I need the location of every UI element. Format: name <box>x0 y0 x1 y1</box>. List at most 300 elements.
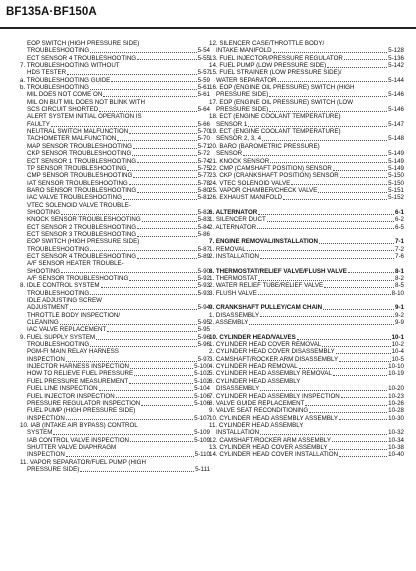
dot-leader <box>344 59 387 60</box>
toc-entry-page: 5-83 <box>197 216 210 224</box>
toc-entry-page: 5-104 <box>194 385 210 393</box>
toc-entry-title: 20. BARO (BAROMETRIC PRESSURE) <box>209 142 320 150</box>
header-rule <box>0 27 416 29</box>
toc-entry-title: NEUTRAL SWITCH MALFUNCTION <box>27 128 129 136</box>
dot-leader <box>248 126 387 127</box>
toc-entry-title: PRESSURE SIDE) <box>216 91 269 99</box>
dot-leader <box>336 353 391 354</box>
toc-entry-title: 2. ASSEMBLY <box>209 319 249 327</box>
dot-leader <box>132 155 196 156</box>
dot-leader <box>90 294 196 295</box>
dot-leader <box>96 339 196 340</box>
toc-entry[interactable] <box>209 363 404 370</box>
dot-leader <box>133 177 196 178</box>
toc-entry-page: 5-150 <box>388 172 404 180</box>
toc-entry-title: ECT SENSOR 1 TROUBLESHOOTING <box>27 157 137 165</box>
toc-entry[interactable] <box>209 378 404 385</box>
toc-entry-page: 5-72 <box>197 150 210 158</box>
toc-entry-page: 10-20 <box>388 385 404 393</box>
dot-leader <box>339 419 387 420</box>
dot-leader <box>260 390 387 391</box>
toc-entry[interactable] <box>20 319 210 326</box>
toc-entry-page: 8-2 <box>395 275 404 282</box>
toc-entry-page: 8-1 <box>395 267 404 275</box>
dot-leader <box>51 126 197 127</box>
toc-entry-title: TROUBLESHOOTING <box>27 47 90 55</box>
toc-section-entry[interactable] <box>209 268 404 275</box>
toc-entry-title: VTEC SOLENOID VALVE TROUBLE- <box>27 201 131 209</box>
dot-leader <box>123 199 197 200</box>
toc-section-entry[interactable] <box>209 238 404 245</box>
toc-entry-page: 5-86 <box>197 230 210 238</box>
toc-entry-title: ECT SENSOR 4 TROUBLESHOOTING <box>27 54 137 62</box>
toc-entry-page: 10-19 <box>388 370 404 378</box>
toc-entry[interactable] <box>209 429 404 436</box>
toc-entry[interactable] <box>20 238 210 245</box>
toc-entry[interactable] <box>209 437 404 444</box>
toc-entry-page: 10-1 <box>391 333 404 341</box>
toc-entry[interactable] <box>20 224 210 231</box>
toc-entry[interactable] <box>209 62 404 69</box>
toc-entry-title: CMP SENSOR TROUBLESHOOTING <box>27 172 133 180</box>
toc-entry-page: 10-30 <box>388 414 404 422</box>
dot-leader <box>322 346 390 347</box>
toc-entry[interactable] <box>20 282 210 289</box>
toc-entry[interactable] <box>209 341 404 348</box>
toc-entry-page: 5-61 <box>197 91 210 99</box>
toc-entry-title: ECT SENSOR 2 TROUBLESHOOTING <box>27 223 137 231</box>
toc-entry[interactable] <box>209 172 404 179</box>
dot-leader <box>141 405 193 406</box>
toc-entry-title: SENSOR <box>216 150 243 158</box>
toc-entry[interactable] <box>20 180 210 187</box>
toc-entry[interactable] <box>209 77 404 84</box>
toc-entry[interactable] <box>20 407 210 414</box>
toc-entry-title: INJECTOR HARNESS INSPECTION <box>27 363 129 371</box>
toc-entry[interactable] <box>209 150 404 157</box>
dot-leader <box>327 67 387 68</box>
toc-entry-title: ECT SENSOR 3 TROUBLESHOOTING <box>27 230 137 238</box>
toc-entry[interactable] <box>209 69 404 76</box>
dot-leader <box>267 221 394 222</box>
toc-entry-title: 6. CYLINDER HEAD ASSEMBLY <box>209 377 301 385</box>
toc-entry-title: IAT SENSOR TROUBLESHOOTING <box>27 179 128 187</box>
toc-entry[interactable] <box>20 135 210 142</box>
toc-entry[interactable] <box>20 304 210 311</box>
toc-entry[interactable] <box>209 275 404 282</box>
toc-entry[interactable] <box>20 437 210 444</box>
toc-entry[interactable] <box>20 47 210 54</box>
toc-entry-title: 7. ENGINE REMOVAL/INSTALLATION <box>209 238 318 246</box>
dot-leader <box>103 96 196 97</box>
dot-leader <box>258 280 394 281</box>
toc-entry[interactable] <box>20 216 210 223</box>
dot-leader <box>323 309 394 310</box>
toc-entry[interactable] <box>20 187 210 194</box>
toc-entry-page: 5-70 <box>197 128 210 136</box>
toc-entry[interactable] <box>209 84 404 91</box>
toc-entry-title: SENSOR 2, 3, 4 <box>216 135 262 143</box>
toc-entry[interactable] <box>20 40 210 47</box>
toc-entry-title: TACHOMETER MALFUNCTION <box>27 135 117 143</box>
toc-entry-page: 5-97 <box>197 355 210 363</box>
toc-entry-title: A/F SENSOR HEATER TROUBLE- <box>27 260 124 268</box>
toc-entry[interactable] <box>20 422 210 429</box>
toc-entry-title: IAC VALVE TROUBLESHOOTING <box>27 194 122 202</box>
dot-leader <box>299 368 388 369</box>
toc-entry[interactable] <box>20 393 210 400</box>
toc-entry[interactable] <box>209 121 404 128</box>
toc-entry-title: 16. EOP (ENGINE OIL PRESSURE) SWITCH (HIGH <box>209 84 355 92</box>
toc-entry[interactable] <box>209 407 404 414</box>
toc-entry-title: 7. TROUBLESHOOTING WITHOUT <box>20 62 120 70</box>
toc-entry-page: 5-87 <box>197 245 210 253</box>
dot-leader <box>348 272 394 273</box>
toc-entry-title: 1. THERMOSTAT <box>209 275 258 282</box>
toc-entry[interactable] <box>209 180 404 187</box>
toc-entry-page: 10-4 <box>391 348 404 356</box>
toc-entry[interactable] <box>20 246 210 253</box>
toc-entry-title: 15. FUEL STRAINER (LOW PRESSURE SIDE)/ <box>209 69 342 77</box>
toc-entry[interactable] <box>20 260 210 267</box>
toc-section-entry[interactable] <box>209 304 404 311</box>
toc-entry-title: HOW TO RELIEVE FUEL PRESSURE <box>27 370 134 378</box>
toc-entry[interactable] <box>209 99 404 106</box>
dot-leader <box>107 331 196 332</box>
toc-entry[interactable] <box>209 165 404 172</box>
dot-leader <box>130 441 193 442</box>
dot-leader <box>291 184 387 185</box>
dot-leader <box>339 361 390 362</box>
toc-entry-page: 9-2 <box>395 311 404 319</box>
toc-entry[interactable] <box>209 216 404 223</box>
toc-entry[interactable] <box>20 334 210 341</box>
dot-leader <box>340 177 387 178</box>
toc-entry-title: CLEANING <box>27 319 59 327</box>
dot-leader <box>67 74 197 75</box>
toc-entry-title: 23. CKP (CRANKSHAFT POSITION) SENSOR <box>209 172 339 180</box>
toc-entry[interactable] <box>209 393 404 400</box>
toc-entry[interactable] <box>209 451 404 458</box>
toc-entry[interactable] <box>20 121 210 128</box>
toc-entry[interactable] <box>20 268 210 275</box>
toc-entry-page: 5-92 <box>197 275 210 282</box>
dot-leader <box>305 405 387 406</box>
toc-entry[interactable] <box>20 297 210 304</box>
toc-entry-title: IAC VALVE REPLACEMENT <box>27 326 107 334</box>
toc-entry-title: HDS TESTER <box>27 69 67 77</box>
toc-entry-page: 5-93 <box>197 282 210 290</box>
toc-entry-page: 5-150 <box>388 179 404 187</box>
dot-leader <box>262 140 387 141</box>
toc-entry-title: FUEL LINE INSPECTION <box>27 385 98 393</box>
toc-entry-title: 3. CAMSHAFT/ROCKER ARM DISASSEMBLY <box>209 355 339 363</box>
toc-entry-title: 2. CYLINDER HEAD COVER DISASSEMBLY <box>209 348 335 356</box>
toc-entry[interactable] <box>209 356 404 363</box>
toc-entry[interactable] <box>20 385 210 392</box>
toc-entry-page: 5-80 <box>197 186 210 194</box>
toc-entry-title: EOP SWITCH (HIGH PRESSURE SIDE) <box>27 238 140 246</box>
toc-entry-title: 9. CRANKSHAFT PULLEY/CAM CHAIN <box>209 304 323 312</box>
dot-leader <box>137 236 197 237</box>
toc-entry-page: 5-78 <box>197 179 210 187</box>
toc-entry[interactable] <box>20 202 210 209</box>
dot-leader <box>61 272 197 273</box>
toc-entry-page: 10-28 <box>388 407 404 415</box>
toc-entry-title: IAB CONTROL VALVE INSPECTION <box>27 436 129 444</box>
toc-entry-title: 6. ALTERNATOR <box>209 208 258 216</box>
toc-entry-title: b. TROUBLESHOOTING <box>20 84 89 92</box>
dot-leader <box>137 162 197 163</box>
toc-entry-title: INSPECTION <box>27 355 65 363</box>
toc-entry[interactable] <box>20 172 210 179</box>
toc-entry-title: CKP SENSOR TROUBLESHOOTING <box>27 150 132 158</box>
toc-entry-page: 5-55 <box>197 54 210 62</box>
toc-entry-page: 10-10 <box>388 363 404 371</box>
toc-entry[interactable] <box>20 429 210 436</box>
toc-entry-title: BARO SENSOR TROUBLESHOOTING <box>27 186 137 194</box>
toc-entry[interactable] <box>20 209 210 216</box>
toc-entry[interactable] <box>209 415 404 422</box>
dot-leader <box>61 214 197 215</box>
toc-entry[interactable] <box>209 444 404 451</box>
dot-leader <box>243 155 387 156</box>
toc-entry-title: 2. ALTERNATOR <box>209 223 257 231</box>
toc-entry[interactable] <box>20 400 210 407</box>
toc-entry-page: 5-110 <box>194 451 210 459</box>
toc-entry[interactable] <box>20 363 210 370</box>
toc-entry-page: 5-96 <box>197 333 210 341</box>
dot-leader <box>66 361 197 362</box>
toc-entry-title: SHUTTER VALVE DIAPHRAGM <box>27 443 117 451</box>
dot-leader <box>257 228 394 229</box>
toc-entry-page: 10-5 <box>391 355 404 363</box>
toc-entry-page: 10-26 <box>388 399 404 407</box>
toc-entry-title: 8. VALVE GUIDE REPLACEMENT <box>209 399 305 407</box>
dot-leader <box>309 412 387 413</box>
toc-entry[interactable] <box>209 113 404 120</box>
toc-entry[interactable] <box>20 77 210 84</box>
toc-entry-title: 9. VALVE SEAT RECONDITIONING <box>209 407 309 415</box>
toc-entry[interactable] <box>20 415 210 422</box>
toc-entry[interactable] <box>209 194 404 201</box>
toc-entry-page: 5-89 <box>197 252 210 260</box>
dot-leader <box>60 324 197 325</box>
dot-leader <box>318 192 387 193</box>
toc-entry[interactable] <box>20 62 210 69</box>
toc-section-entry[interactable] <box>209 334 404 341</box>
toc-entry-title: WATER SEPARATOR <box>216 76 277 84</box>
toc-entry-page: 5-95 <box>197 319 210 327</box>
toc-entry[interactable] <box>20 253 210 260</box>
toc-entry-page: 5-136 <box>388 54 404 62</box>
toc-entry[interactable] <box>209 370 404 377</box>
toc-entry-title: 12. CAMSHAFT/ROCKER ARM ASSEMBLY <box>209 436 331 444</box>
toc-entry-title: 1. REMOVAL <box>209 245 246 253</box>
toc-entry-page: 10-34 <box>388 436 404 444</box>
toc-entry[interactable] <box>209 187 404 194</box>
toc-entry[interactable] <box>20 113 210 120</box>
toc-entry[interactable] <box>20 290 210 297</box>
toc-entry[interactable] <box>209 135 404 142</box>
toc-entry[interactable] <box>209 55 404 62</box>
toc-entry[interactable] <box>209 319 404 326</box>
toc-entry[interactable] <box>20 158 210 165</box>
toc-entry[interactable] <box>20 150 210 157</box>
toc-entry[interactable] <box>20 370 210 377</box>
toc-entry[interactable] <box>209 246 404 253</box>
toc-section-entry[interactable] <box>209 209 404 216</box>
toc-entry[interactable] <box>20 84 210 91</box>
toc-entry-page: 7-2 <box>395 245 404 253</box>
toc-entry-title: 14. FUEL PUMP (LOW PRESSURE SIDE) <box>209 62 327 70</box>
dot-leader <box>80 471 194 472</box>
toc-entry-page: 5-106 <box>194 399 210 407</box>
toc-entry-title: TROUBLESHOOTING <box>27 245 90 253</box>
toc-entry-title: ADJUSTMENT <box>27 304 69 312</box>
dot-leader <box>333 375 387 376</box>
toc-entry-page: 10-38 <box>388 443 404 451</box>
dot-leader <box>90 89 197 90</box>
toc-entry-page: 5-102 <box>194 370 210 378</box>
toc-entry-title: FAULTY <box>27 120 50 128</box>
toc-entry-page: 6-1 <box>395 208 404 216</box>
toc-entry[interactable] <box>20 55 210 62</box>
toc-entry-page: 5-93 <box>197 289 210 297</box>
dot-leader <box>269 111 387 112</box>
dot-leader <box>130 368 193 369</box>
toc-entry[interactable] <box>20 326 210 333</box>
toc-entry-title: SENSOR 1 <box>216 120 248 128</box>
dot-leader <box>260 258 394 259</box>
dot-leader <box>133 148 197 149</box>
toc-entry-title: 9. FUEL SUPPLY SYSTEM <box>20 333 96 341</box>
toc-entry[interactable] <box>20 466 210 473</box>
toc-entry[interactable] <box>209 312 404 319</box>
toc-entry-page: 5-148 <box>388 135 404 143</box>
dot-leader <box>137 258 197 259</box>
dot-leader <box>258 294 391 295</box>
toc-entry[interactable] <box>20 91 210 98</box>
toc-entry-page: 5-81 <box>197 194 210 202</box>
dot-leader <box>53 434 193 435</box>
toc-entry[interactable] <box>209 385 404 392</box>
toc-entry[interactable] <box>209 47 404 54</box>
toc-entry-title: TP SENSOR TROUBLESHOOTING <box>27 164 127 172</box>
toc-entry[interactable] <box>209 400 404 407</box>
toc-entry-page: 5-94 <box>197 304 210 312</box>
toc-entry-page: 7-1 <box>395 238 404 246</box>
dot-leader <box>332 441 387 442</box>
toc-entry[interactable] <box>20 128 210 135</box>
page-header-title: BF135A·BF150A <box>6 6 97 18</box>
toc-entry[interactable] <box>209 158 404 165</box>
toc-entry-page: 5-75 <box>197 164 210 172</box>
toc-entry[interactable] <box>209 143 404 150</box>
toc-entry-page: 5-106 <box>194 392 210 400</box>
dot-leader <box>70 309 197 310</box>
toc-entry-title: FUEL PUMP (HIGH PRESSURE SIDE) <box>27 407 136 415</box>
toc-entry[interactable] <box>209 290 404 297</box>
toc-entry[interactable] <box>20 275 210 282</box>
toc-entry[interactable] <box>20 451 210 458</box>
toc-entry-title: 24. VTEC SOLENOID VALVE <box>209 179 291 187</box>
toc-entry[interactable] <box>209 348 404 355</box>
dot-leader <box>137 59 197 60</box>
toc-entry-page: 6-5 <box>395 223 404 231</box>
toc-entry[interactable] <box>209 422 404 429</box>
toc-entry[interactable] <box>20 165 210 172</box>
toc-entry-title: 13. FUEL INJECTOR/PRESSURE REGULATOR <box>209 54 343 62</box>
toc-entry-title: IDLE ADJUSTING SCREW <box>27 297 102 305</box>
toc-entry[interactable] <box>20 143 210 150</box>
toc-entry[interactable] <box>209 253 404 260</box>
dot-leader <box>269 96 387 97</box>
toc-entry-title: 17. EOP (ENGINE OIL PRESSURE) SWITCH (LOW <box>209 98 354 106</box>
dot-leader <box>333 170 387 171</box>
toc-entry[interactable] <box>20 378 210 385</box>
dot-leader <box>137 192 196 193</box>
toc-entry-title: 2. WATER RELIEF TUBE/RELIEF VALVE <box>209 282 324 290</box>
toc-entry-title: a. TROUBLESHOOTING GUIDE <box>20 76 111 84</box>
toc-entry[interactable] <box>20 341 210 348</box>
toc-entry[interactable] <box>20 356 210 363</box>
dot-leader <box>99 390 194 391</box>
toc-entry[interactable] <box>20 99 210 106</box>
section-gap <box>209 297 404 304</box>
toc-entry[interactable] <box>20 69 210 76</box>
dot-leader <box>341 397 387 398</box>
toc-entry[interactable] <box>20 459 210 466</box>
toc-entry-title: EOP SWITCH (HIGH PRESSURE SIDE) <box>27 40 140 47</box>
toc-entry-title: ECT SENSOR 4 TROUBLESHOOTING <box>27 252 137 260</box>
toc-entry[interactable] <box>20 444 210 451</box>
toc-entry-page: 5-111 <box>195 465 210 473</box>
toc-entry[interactable] <box>209 91 404 98</box>
toc-entry[interactable] <box>209 106 404 113</box>
toc-entry-title: 2. INSTALLATION <box>209 252 259 260</box>
toc-entry-title: MIL DOES NOT COME ON <box>27 91 103 99</box>
toc-entry-page: 7-6 <box>395 252 404 260</box>
toc-entry[interactable] <box>20 312 210 319</box>
toc-left-column <box>20 40 210 473</box>
dot-leader <box>127 170 196 171</box>
toc-entry[interactable] <box>20 194 210 201</box>
toc-entry-page: 5-82 <box>197 208 210 216</box>
toc-entry[interactable] <box>209 40 404 47</box>
toc-entry-title: SHOOTING <box>27 208 61 216</box>
dot-leader <box>260 434 387 435</box>
dot-leader <box>329 449 388 450</box>
toc-entry-title: 8. IDLE CONTROL SYSTEM <box>20 282 100 290</box>
toc-entry[interactable] <box>209 224 404 231</box>
toc-entry[interactable] <box>20 106 210 113</box>
toc-entry[interactable] <box>20 231 210 238</box>
toc-entry-title: SHOOTING <box>27 267 61 275</box>
toc-entry-page: 5-149 <box>388 164 404 172</box>
toc-entry-page: 5-84 <box>197 223 210 231</box>
toc-entry[interactable] <box>209 128 404 135</box>
toc-entry[interactable] <box>20 348 210 355</box>
toc-entry-title: 8. THERMOSTAT/RELIEF VALVE/FLUSH VALVE <box>209 267 347 275</box>
dot-leader <box>273 52 388 53</box>
toc-entry-page: 5-128 <box>388 47 404 55</box>
toc-entry[interactable] <box>209 282 404 289</box>
toc-entry-page: 5-95 <box>197 326 210 334</box>
toc-entry-page: 10-23 <box>388 392 404 400</box>
toc-entry-page: 5-74 <box>197 157 210 165</box>
toc-entry-page: 5-77 <box>197 172 210 180</box>
